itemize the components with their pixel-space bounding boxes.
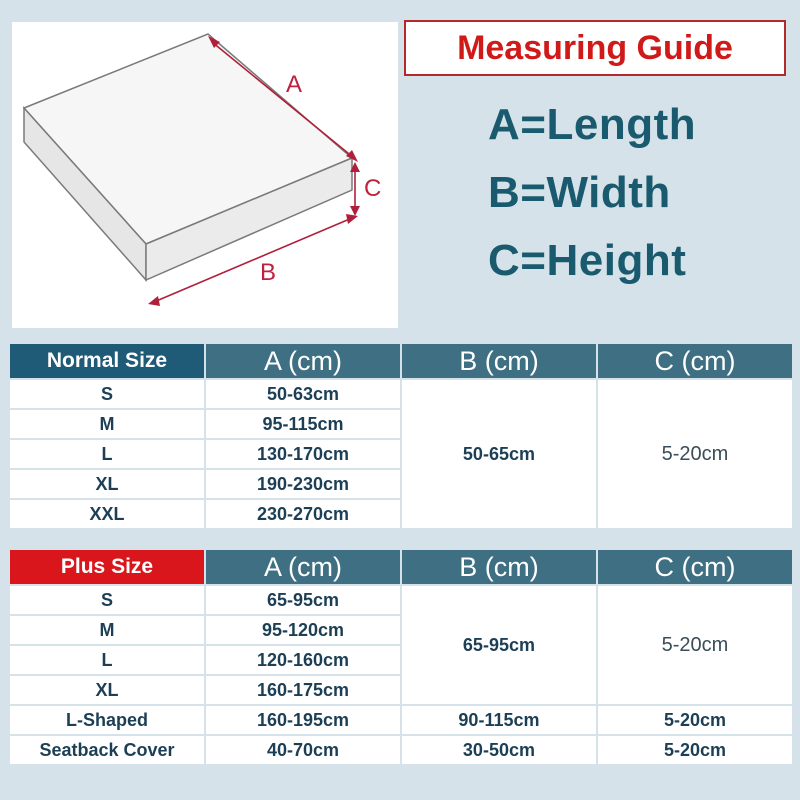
size-cell: M xyxy=(10,616,204,644)
definition-height: C=Height xyxy=(488,236,687,285)
header-a: A (cm) xyxy=(206,344,400,378)
a-cell: 190-230cm xyxy=(206,470,400,498)
a-cell: 230-270cm xyxy=(206,500,400,528)
a-cell: 120-160cm xyxy=(206,646,400,674)
c-cell: 5-20cm xyxy=(598,736,792,764)
a-cell: 65-95cm xyxy=(206,586,400,614)
label-a: A xyxy=(286,71,303,98)
header-a: A (cm) xyxy=(206,550,400,584)
a-cell: 40-70cm xyxy=(206,736,400,764)
header-c: C (cm) xyxy=(598,550,792,584)
c-cell: 5-20cm xyxy=(598,706,792,734)
c-merged-cell: 5-20cm xyxy=(598,586,792,704)
plus-size-table xyxy=(8,548,794,766)
table-row xyxy=(10,736,792,764)
b-merged-cell: 50-65cm xyxy=(402,380,596,528)
definition-length: A=Length xyxy=(488,100,697,149)
definition-width: B=Width xyxy=(488,168,671,217)
table-header-row xyxy=(10,344,792,378)
label-c: C xyxy=(364,175,382,202)
b-cell: 30-50cm xyxy=(402,736,596,764)
a-cell: 160-195cm xyxy=(206,706,400,734)
cushion-diagram xyxy=(12,22,398,328)
header-plus-size: Plus Size xyxy=(10,550,204,584)
size-cell: Seatback Cover xyxy=(10,736,204,764)
size-cell: L xyxy=(10,440,204,468)
size-cell: L-Shaped xyxy=(10,706,204,734)
size-cell: XL xyxy=(10,676,204,704)
header-b: B (cm) xyxy=(402,344,596,378)
size-cell: L xyxy=(10,646,204,674)
b-merged-cell: 65-95cm xyxy=(402,586,596,704)
header-c: C (cm) xyxy=(598,344,792,378)
a-cell: 95-120cm xyxy=(206,616,400,644)
table-row xyxy=(10,586,792,614)
table-header-row xyxy=(10,550,792,584)
table-row xyxy=(10,380,792,408)
header-b: B (cm) xyxy=(402,550,596,584)
cushion-illustration xyxy=(12,22,398,328)
header-normal-size: Normal Size xyxy=(10,344,204,378)
normal-size-table xyxy=(8,342,794,530)
table-row xyxy=(10,706,792,734)
size-cell: XXL xyxy=(10,500,204,528)
a-cell: 50-63cm xyxy=(206,380,400,408)
b-cell: 90-115cm xyxy=(402,706,596,734)
size-cell: S xyxy=(10,586,204,614)
a-cell: 95-115cm xyxy=(206,410,400,438)
c-merged-cell: 5-20cm xyxy=(598,380,792,528)
size-cell: S xyxy=(10,380,204,408)
label-b: B xyxy=(260,259,277,286)
a-cell: 160-175cm xyxy=(206,676,400,704)
a-cell: 130-170cm xyxy=(206,440,400,468)
size-cell: M xyxy=(10,410,204,438)
measuring-guide-title: Measuring Guide xyxy=(404,20,786,76)
size-cell: XL xyxy=(10,470,204,498)
